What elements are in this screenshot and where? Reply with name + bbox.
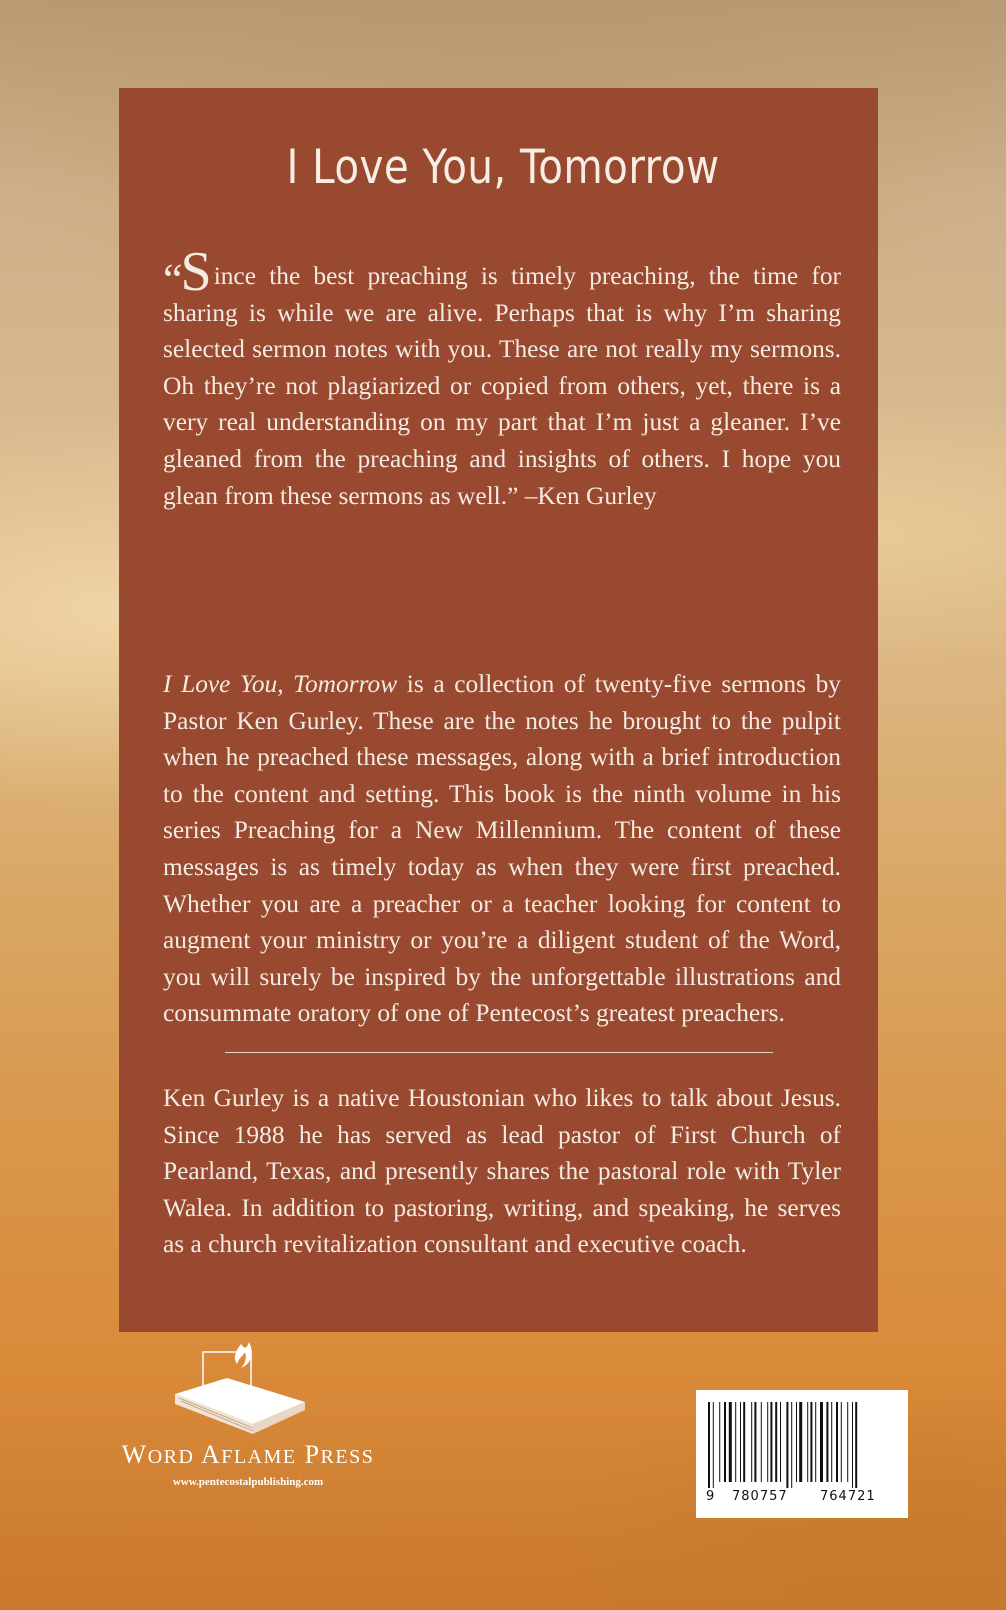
barcode-bar	[767, 1402, 768, 1482]
quote-text: ince the best preaching is timely preaching, the time for sharing is while we are alive. Perhaps that is why I’m sharing selected sermon notes with you. These are not really my sermons. Oh they’re not plagiarized or copied from others, yet, there is a very real understanding on my part that I’m just a gleaner. I’ve gleaned from the preaching and insights of others. I hope you glean from these sermons as well.” –Ken Gurley	[163, 262, 841, 510]
barcode-bar	[799, 1402, 802, 1482]
barcode-bar	[841, 1402, 842, 1482]
barcode-bar	[740, 1402, 741, 1482]
isbn-group-2: 764721	[820, 1489, 876, 1504]
barcode-bar	[810, 1402, 812, 1482]
barcode-bar	[729, 1402, 732, 1482]
barcode-bar	[815, 1402, 816, 1482]
publisher-url: www.pentecostalpublishing.com	[172, 1476, 324, 1488]
isbn-lead-digit: 9	[706, 1489, 715, 1504]
book-title: I Love You, Tomorrow	[286, 140, 720, 195]
quote-open-mark: “	[163, 255, 179, 304]
publisher-name	[103, 1440, 393, 1470]
barcode-bar	[826, 1402, 828, 1482]
author-quote	[163, 241, 841, 514]
barcode-bar	[735, 1402, 736, 1482]
barcode-bar	[796, 1402, 797, 1482]
open-book-flame-icon	[165, 1338, 325, 1438]
publisher-name-ord: ORD	[147, 1446, 195, 1468]
barcode-bar	[719, 1402, 720, 1482]
barcode-bar	[743, 1402, 745, 1482]
publisher-name-w: W	[121, 1440, 148, 1469]
barcode-bar	[807, 1402, 808, 1482]
description-text: is a collection of twenty-five sermons by Pastor Ken Gurley. These are the notes he brought to the pulpit when he preached these messages, along with a brief introduction to the content and setting. This book is the ninth volume in his series Preaching for a New Millennium. The content of these messages is as timely today as when they were first preached. Whether you are a preacher or a teacher looking for content to augment your ministry or you’re a diligent student of the Word, you will surely be inspired by the unforgettable illustrations and consummate oratory of one of Pentecost’s greatest preachers.	[163, 670, 841, 1028]
publisher-name-ress: RESS	[320, 1446, 375, 1468]
publisher-name-flame: FLAME	[221, 1446, 297, 1468]
publisher-name-a: A	[201, 1440, 222, 1469]
barcode-bar	[836, 1402, 838, 1482]
barcode-bar	[751, 1402, 752, 1482]
barcode-bar	[770, 1402, 772, 1482]
isbn-group-1: 780757	[732, 1489, 788, 1504]
barcode-bar	[847, 1402, 848, 1482]
barcode-bar	[708, 1402, 710, 1488]
barcode-bar	[831, 1402, 832, 1482]
barcode-bars	[704, 1402, 900, 1488]
barcode-bar	[713, 1402, 714, 1488]
barcode-bar	[761, 1402, 762, 1482]
barcode-bar	[791, 1402, 792, 1488]
barcode-bar	[820, 1402, 823, 1482]
barcode-bar	[754, 1402, 756, 1482]
description-book-title: I Love You, Tomorrow	[163, 670, 398, 698]
barcode-bar	[786, 1402, 788, 1488]
quote-dropcap: S	[180, 241, 212, 303]
barcode-bar	[852, 1402, 853, 1488]
book-description	[163, 666, 841, 1032]
barcode-bar	[780, 1402, 781, 1482]
barcode-bar	[855, 1402, 857, 1488]
barcode-bar	[775, 1402, 777, 1482]
barcode-bar	[724, 1402, 726, 1482]
publisher-name-p: P	[304, 1440, 321, 1469]
isbn-barcode	[696, 1390, 908, 1518]
author-bio: Ken Gurley is a native Houstonian who likes to talk about Jesus. Since 1988 he has served as lead pastor of First Church of Pearland, Texas, and presently shares the pastoral role with Tyler Walea. In addition to pastoring, writing, and speaking, he serves as a church revitalization consultant and executive coach.	[163, 1084, 841, 1259]
section-divider	[225, 1052, 773, 1053]
